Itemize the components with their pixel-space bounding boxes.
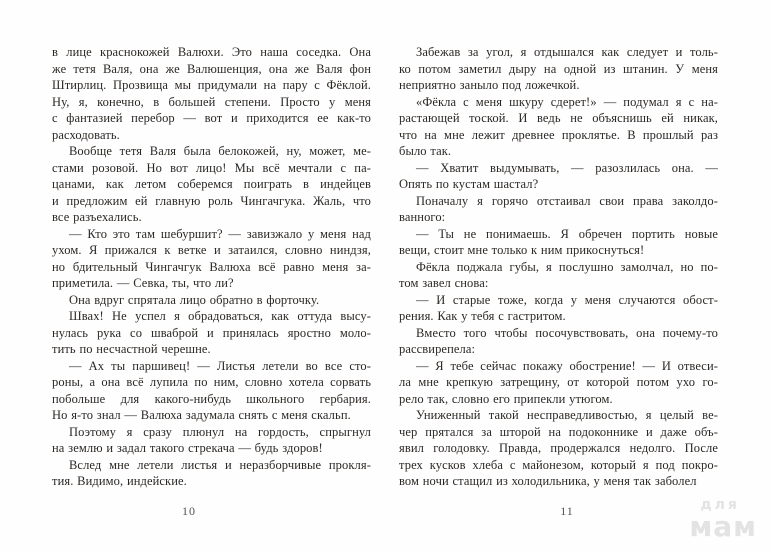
text-line: на землю и задал такого стрекача — будь здоров! [52,441,323,455]
page-right [385,0,770,552]
text-line: же тетя Валя, она же Валюшенция, она же Валя фон [52,61,371,76]
text-line: Поначалу я горячо отстаивал свои права заколдо- [416,193,718,208]
text-line: — Ты не понимаешь. Я обречен портить новые [416,226,718,241]
text-line: Ну, я, конечно, в большей степени. Просто у меня [52,94,371,109]
text-line: вом ночи стащил из холодильника, у меня так заболел [399,474,697,488]
text-line: Но я-то знал — Валюха задумала снять с меня скальп. [52,408,351,422]
text-line: в лице краснокожей Валюхи. Это наша соседка. Она [52,45,371,59]
text-line: нулась рука со шваброй и принялась яростно моло- [52,325,371,340]
text-line: рассвирепела: [399,342,476,356]
text-line: рело так, словно его припекли утюгом. [399,391,613,406]
text-line: — Я тебе сейчас покажу обострение! — И отвеси- [416,358,718,373]
text-line: — И старые тоже, когда у меня случаются обост- [416,292,718,307]
text-line: Вслед мне летели листья и неразборчивые прокля- [69,457,371,472]
text-line: — Хватит выдумывать, — разозлилась она. — [416,160,718,175]
text-line: явил голодовку. Правда, продержался недолго. После [399,441,718,455]
text-line: ванного: [399,210,446,224]
text-line: ко потом заметил дыру на одной из штанин. У меня [399,61,718,76]
text-line: Вообще тетя Валя была белокожей, ну, может, ме- [69,144,371,158]
text-line: чер прятался за шторой на подоконнике и даже объ- [399,424,718,439]
page-left-number: 10 [182,504,196,518]
text-line: том завел снова: [399,276,489,290]
text-line: Забежав за угол, я отдышался как следует и толь- [416,45,718,59]
text-line: тить по несчастной черешне. [52,342,211,356]
watermark-dlya-mam [689,498,757,541]
text-line: приметила. — Севка, ты, что ли? [52,276,234,290]
text-line: Униженный такой несправедливостью, я целый ве- [416,408,718,422]
text-line: и предложим ей главную роль Чингачгука. Жаль, что [52,193,371,208]
text-line: Штирлиц. Прозвища мы придумали на пару с Фёклой. [52,78,371,92]
text-line: все разъехались. [52,210,142,224]
watermark-word-mam: мам [689,510,757,543]
text-line: расходовать. [52,127,120,142]
text-line: — Ах ты паршивец! — Листья летели во все сто- [69,358,371,373]
text-line: стами розовой. Но вот лицо! Мы всё мечтали с па- [52,160,371,175]
text-line: Вместо того чтобы посочувствовать, она почему-то [416,325,718,340]
text-line: роны, а она всё лупила по ним, словно хотела сорвать [52,375,371,389]
text-line: с фантазией перебор — вот и приходится ее как-то [52,111,371,125]
text-line: рения. Как у тебя с гастритом. [399,309,566,323]
page-left-text [52,44,371,490]
text-line: что на мне лежит древнее проклятье. В прошлый раз [399,127,718,142]
text-line: растающей тоской. И ведь не объяснишь ей никак, [399,111,718,125]
page-right-text [399,44,718,490]
text-line: было так. [399,144,452,158]
text-line: «Фёкла с меня шкуру сдерет!» — подумал я с на- [416,94,718,109]
text-line: Швах! Не успел я обрадоваться, как оттуда высу- [69,309,371,323]
text-line: тия. Видимо, индейские. [52,474,187,488]
text-line: — Кто это там шебуршит? — завизжало у меня над [69,226,371,241]
text-line: вещи, стоит мне только к ним прикоснуться! [399,243,645,257]
page-right-number: 11 [560,504,574,518]
watermark-word-dlya: для [700,497,740,513]
text-line: трех кусков хлеба с майонезом, который я под покро- [399,457,718,472]
text-line: Опять по кустам шастал? [399,177,539,191]
text-line: побольше для какого-нибудь школьного гербария. [52,391,371,406]
text-line: Она вдруг спрятала лицо обратно в форточку. [69,292,320,307]
text-line: Фёкла поджала губы, я послушно замолчал, но по- [416,259,718,274]
text-line: неприятно заныло под ложечкой. [399,78,580,92]
text-line: ла мне крепкую затрещину, от которой потом ухо го- [399,375,718,389]
text-line: ухом. Я прижался к ветке и затаился, словно ниндзя, [52,243,371,257]
text-line: но бдительный Чингачгук Валюха всё равно меня за- [52,259,371,274]
text-line: цанами, как летом соберемся поиграть в индейцев [52,177,371,191]
text-line: Поэтому я сразу плюнул на гордость, спрыгнул [69,424,371,439]
